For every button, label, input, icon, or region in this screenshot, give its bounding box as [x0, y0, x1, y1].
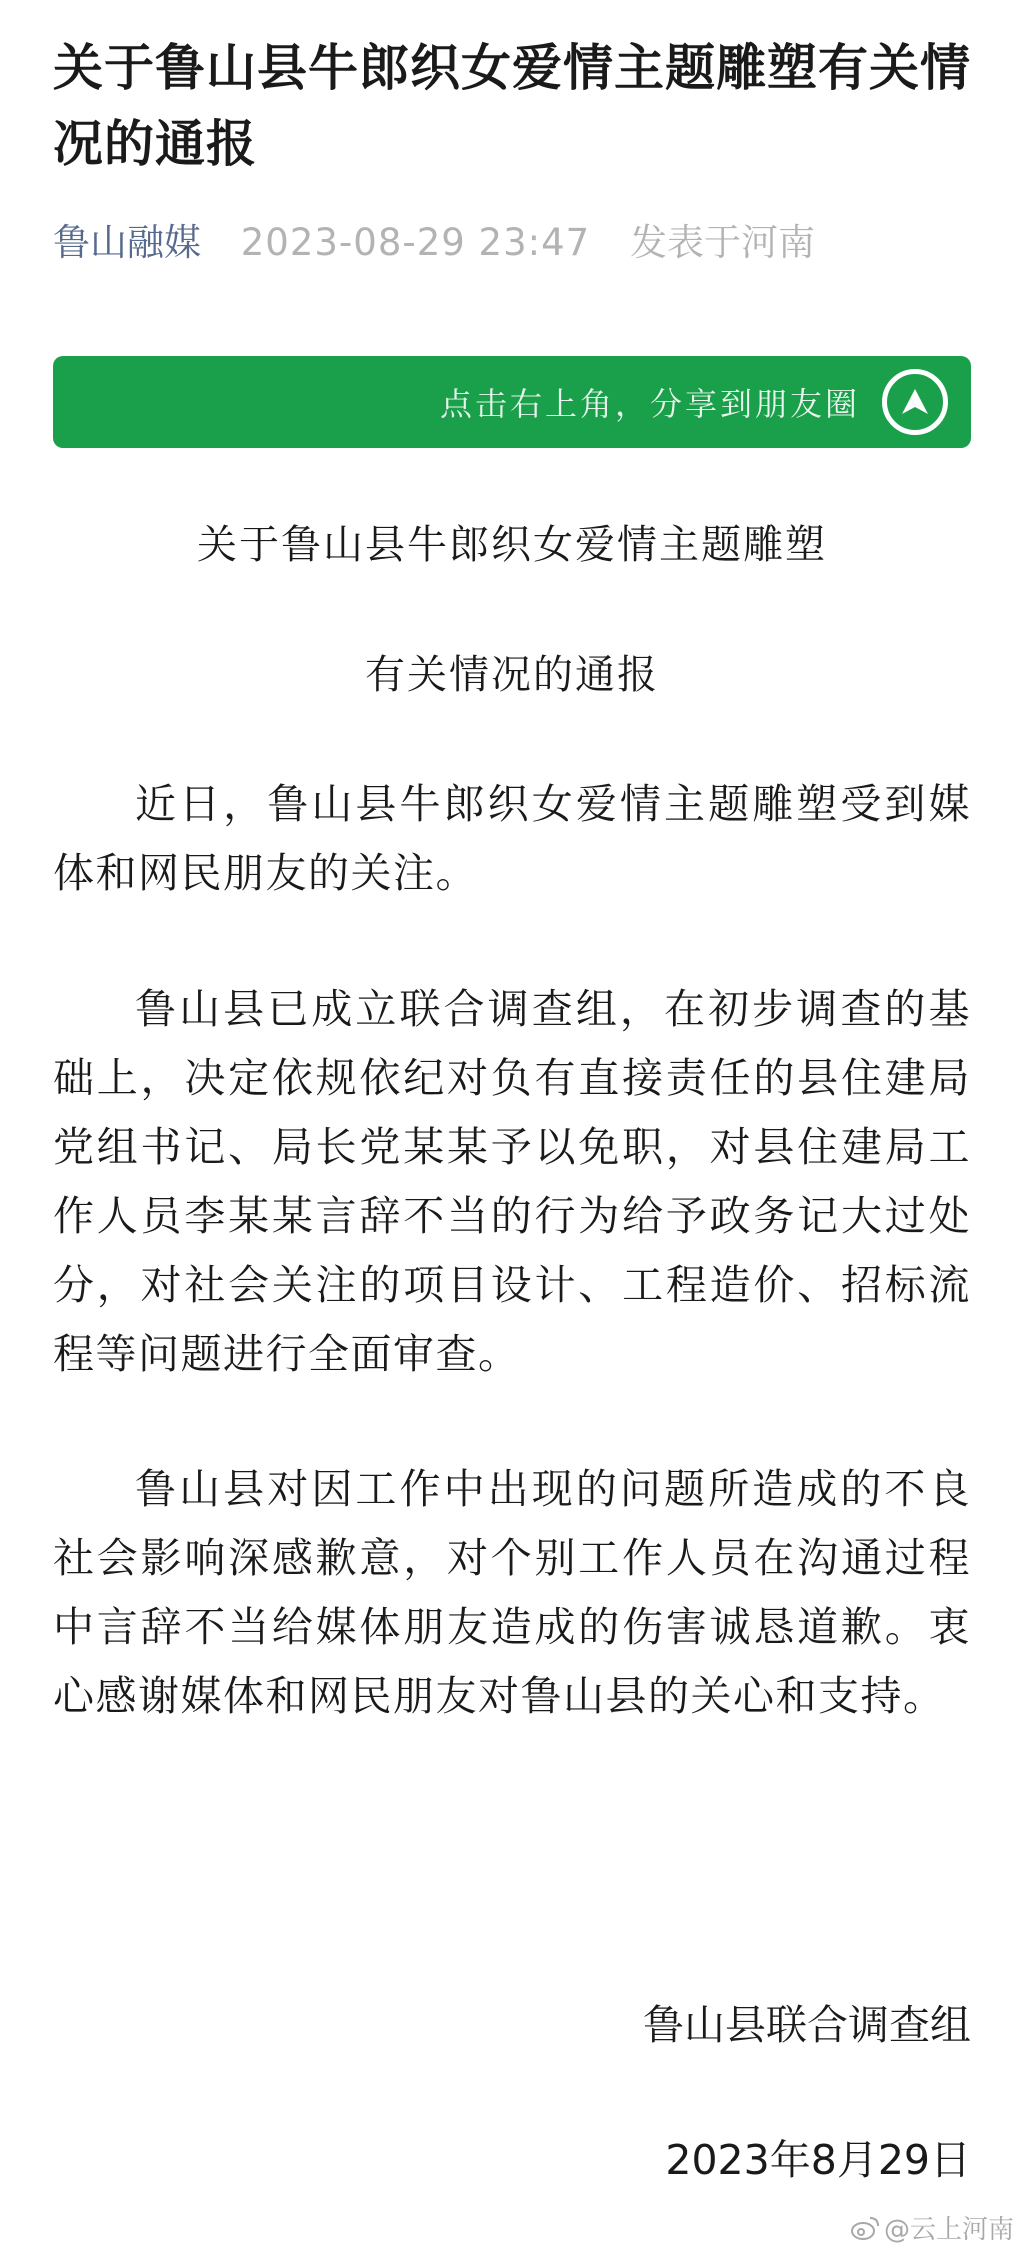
article-meta — [53, 215, 815, 271]
watermark-text: @云上河南 — [883, 2215, 1014, 2245]
notice-paragraph: 鲁山县对因工作中出现的问题所造成的不良社会影响深感歉意，对个别工作人员在沟通过程中言辞不当给媒体朋友造成的伤害诚恳道歉。衷心感谢媒体和网民朋友对鲁山县的关心和支持。 — [53, 1465, 971, 1720]
notice-paragraph: 近日，鲁山县牛郎织女爱情主题雕塑受到媒体和网民朋友的关注。 — [53, 780, 971, 897]
share-banner[interactable] — [53, 356, 971, 448]
share-arrow-icon — [882, 369, 948, 435]
weibo-icon — [850, 2215, 880, 2241]
notice-signature: 鲁山县联合调查组 — [643, 2001, 971, 2049]
share-banner-text: 点击右上角，分享到朋友圈 — [439, 385, 860, 423]
notice-heading-line2: 有关情况的通报 — [365, 652, 659, 698]
notice-heading-line1: 关于鲁山县牛郎织女爱情主题雕塑 — [197, 522, 827, 568]
article-location: 发表于河南 — [629, 221, 815, 264]
notice-date: 2023年8月29日 — [665, 2136, 971, 2184]
article-datetime: 2023-08-29 23:47 — [240, 221, 591, 264]
article-source-link[interactable]: 鲁山融媒 — [53, 221, 201, 264]
notice-paragraph: 鲁山县已成立联合调查组，在初步调查的基础上，决定依规依纪对负有直接责任的县住建局党组书记、局长党某某予以免职，对县住建局工作人员李某某言辞不当的行为给予政务记大过处分，对社会关注的项目设计、工程造价、招标流程等问题进行全面审查。 — [53, 985, 971, 1378]
article-title: 关于鲁山县牛郎织女爱情主题雕塑有关情况的通报 — [53, 39, 971, 173]
watermark — [850, 2209, 1014, 2246]
